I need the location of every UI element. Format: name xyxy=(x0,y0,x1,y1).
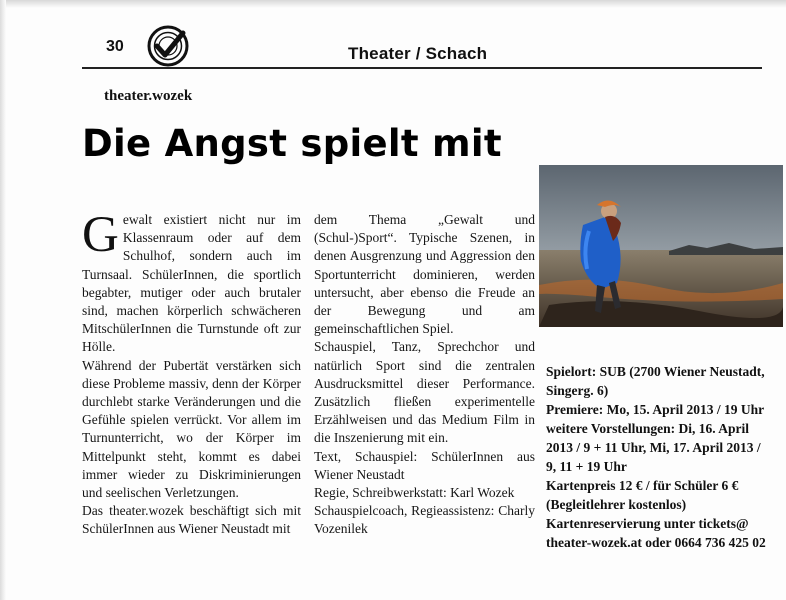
paragraph-5: Schauspiel, Tanz, Sprechchor und natürlich Sport sind die zentralen Ausdrucksmittel dieser Performance. Zusätzlich fließen experimentelle Erzählweisen und das Medium Film in die Inszenierung mit ein. xyxy=(314,339,535,446)
scan-edge-top xyxy=(0,0,786,8)
paragraph-1-text: ewalt existiert nicht nur im Klassenraum oder auf dem Schulhof, sondern auch im Turnsaal. SchülerInnen, die sportlich begabter, mutiger oder auch brutaler sind, machen körperlich schwächeren MitschülerInnen die Turnstunde oft zur Hölle. xyxy=(82,212,301,355)
info-venue: Spielort: SUB (2700 Wiener Neustadt, Singerg. 6) xyxy=(546,364,765,398)
section-title: Theater / Schach xyxy=(348,44,488,63)
paragraph-2: Während der Pubertät verstärken sich diese Probleme massiv, denn der Körper durchlebt starke Veränderungen und die Gefühle spielen verrückt. Vor allem im Turnunterricht, wo der Körper im Mittelpunkt steht, kommt es dabei immer wieder zu Diskriminierungen und seelischen Verletzungen. xyxy=(82,357,301,501)
page-number: 30 xyxy=(106,38,124,55)
credits-coach: Schauspielcoach, Regieassistenz: Charly Vozenilek xyxy=(314,503,535,537)
paragraph-3: Das theater.wozek beschäftigt sich mit SchülerInnen aus Wiener Neustadt mit xyxy=(82,503,301,537)
info-prices: Kartenpreis 12 € / für Schüler 6 € (Begleitlehrer kostenlos) xyxy=(546,478,739,512)
event-info-box xyxy=(546,362,771,552)
scan-edge-left xyxy=(0,0,6,600)
paragraph-4: dem Thema „Gewalt und (Schul-)Sport“. Typische Szenen, in denen Ausgrenzung und Aggression den Sportunterricht dominieren, werden untersucht, aber ebenso die Freude an der Bewegung und am gemeinschaftlichen Spiel. xyxy=(314,212,535,337)
check-badge-icon xyxy=(146,24,190,68)
article-column-2 xyxy=(314,211,535,539)
info-reservation: Kartenreservierung unter tickets@ theater-wozek.at oder 0664 736 425 02 xyxy=(546,516,766,550)
header-divider xyxy=(82,67,762,69)
article-photo xyxy=(539,165,783,327)
credits-direction: Regie, Schreibwerkstatt: Karl Wozek xyxy=(314,485,515,501)
info-premiere: Premiere: Mo, 15. April 2013 / 19 Uhr xyxy=(546,402,765,417)
credits-text: Text, Schauspiel: SchülerInnen aus Wiener Neustadt xyxy=(314,448,535,482)
info-more-shows: weitere Vorstellungen: Di, 16. April 2013 / 9 + 11 Uhr, Mi, 17. April 2013 / 9, 11 + 19 Uhr xyxy=(546,421,761,474)
article-column-1 xyxy=(82,207,301,539)
performer-photo-illustration xyxy=(539,165,783,327)
drop-cap: G xyxy=(82,207,119,263)
paragraph-1 xyxy=(82,207,301,357)
article-headline: Die Angst spielt mit xyxy=(82,122,502,165)
article-kicker: theater.wozek xyxy=(104,88,193,104)
